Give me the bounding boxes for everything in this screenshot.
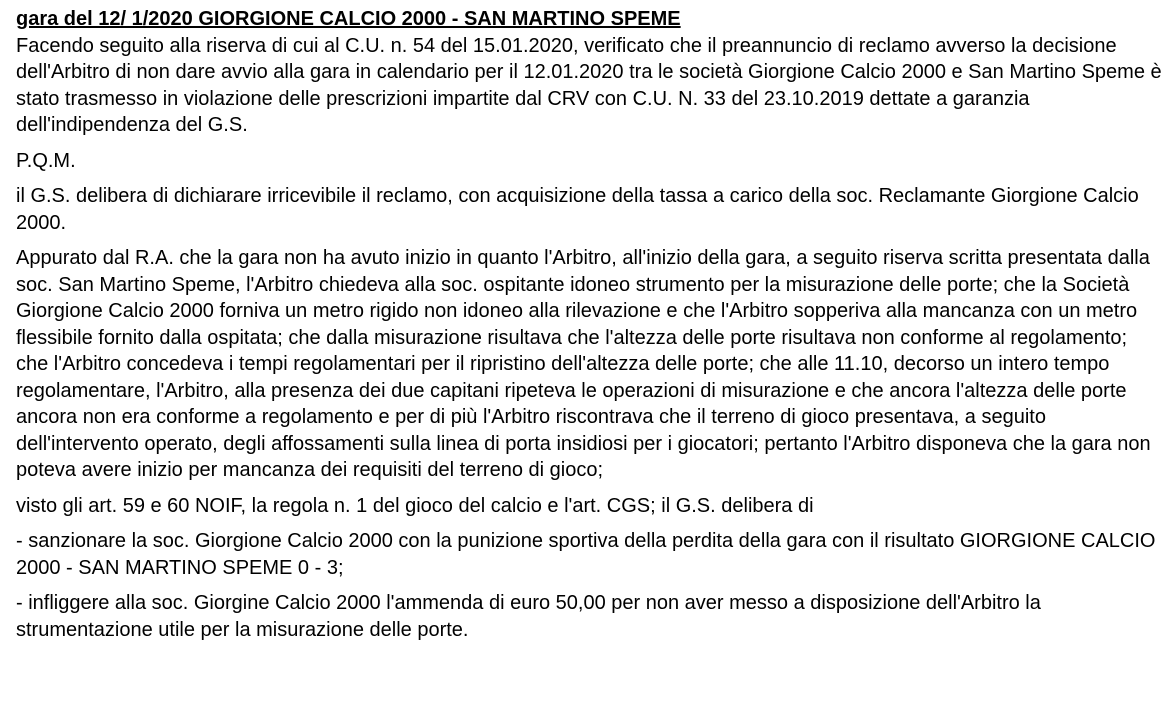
document-body [16, 6, 1162, 652]
paragraph-legal-basis: visto gli art. 59 e 60 NOIF, la regola n. 1 del gioco del calcio e l'art. CGS; il G.S. delibera di [16, 494, 814, 517]
paragraph-pqm: P.Q.M. [16, 149, 76, 172]
paragraph-sanction-fine: - infliggere alla soc. Giorgine Calcio 2000 l'ammenda di euro 50,00 per non aver messo a disposizione dell'Arbitro la strumentazione utile per la misurazione delle porte. [16, 592, 1041, 641]
paragraph-sanction-result: - sanzionare la soc. Giorgione Calcio 2000 con la punizione sportiva della perdita della gara con il risultato GIORGIONE CALCIO 2000 - SAN MARTINO SPEME 0 - 3; [16, 530, 1156, 579]
match-heading: gara del 12/ 1/2020 GIORGIONE CALCIO 2000 - SAN MARTINO SPEME [16, 8, 681, 30]
paragraph-decision-complaint: il G.S. delibera di dichiarare irricevibile il reclamo, con acquisizione della tassa a carico della soc. Reclamante Giorgione Calcio 2000. [16, 185, 1139, 234]
paragraph-referee-report: Appurato dal R.A. che la gara non ha avuto inizio in quanto l'Arbitro, all'inizio della gara, a seguito riserva scritta presentata dalla soc. San Martino Speme, l'Arbitro chiedeva alla soc. ospitante idoneo strumento per la misurazione delle porte; che la Società Giorgione Calcio 2000 forniva un metro rigido non idoneo alla rilevazione e che l'Arbitro sopperiva alla mancanza con un metro flessibile fornito dalla ospitata; che dalla misurazione risultava che l'altezza delle porte risultava non conforme al regolamento; che l'Arbitro concedeva i tempi regolamentari per il ripristino dell'altezza delle porte; che alle 11.10, decorso un intero tempo regolamentare, l'Arbitro, alla presenza dei due capitani ripeteva le operazioni di misurazione e che ancora l'altezza delle porte ancora non era conforme a regolamento e per di più l'Arbitro riscontrava che il terreno di gioco presentava, a seguito dell'intervento operato, degli affossamenti sulla linea di porta insidiosi per i giocatori; pertanto l'Arbitro disponeva che la gara non poteva avere inizio per mancanza dei requisiti del terreno di gioco; [16, 247, 1151, 481]
paragraph-premise: Facendo seguito alla riserva di cui al C.U. n. 54 del 15.01.2020, verificato che il preannuncio di reclamo avverso la decisione dell'Arbitro di non dare avvio alla gara in calendario per il 12.01.2020 tra le società Giorgione Calcio 2000 e San Martino Speme è stato trasmesso in violazione delle prescrizioni impartite dal CRV con C.U. N. 33 del 23.10.2019 dettate a garanzia dell'indipendenza del G.S. [16, 34, 1162, 136]
